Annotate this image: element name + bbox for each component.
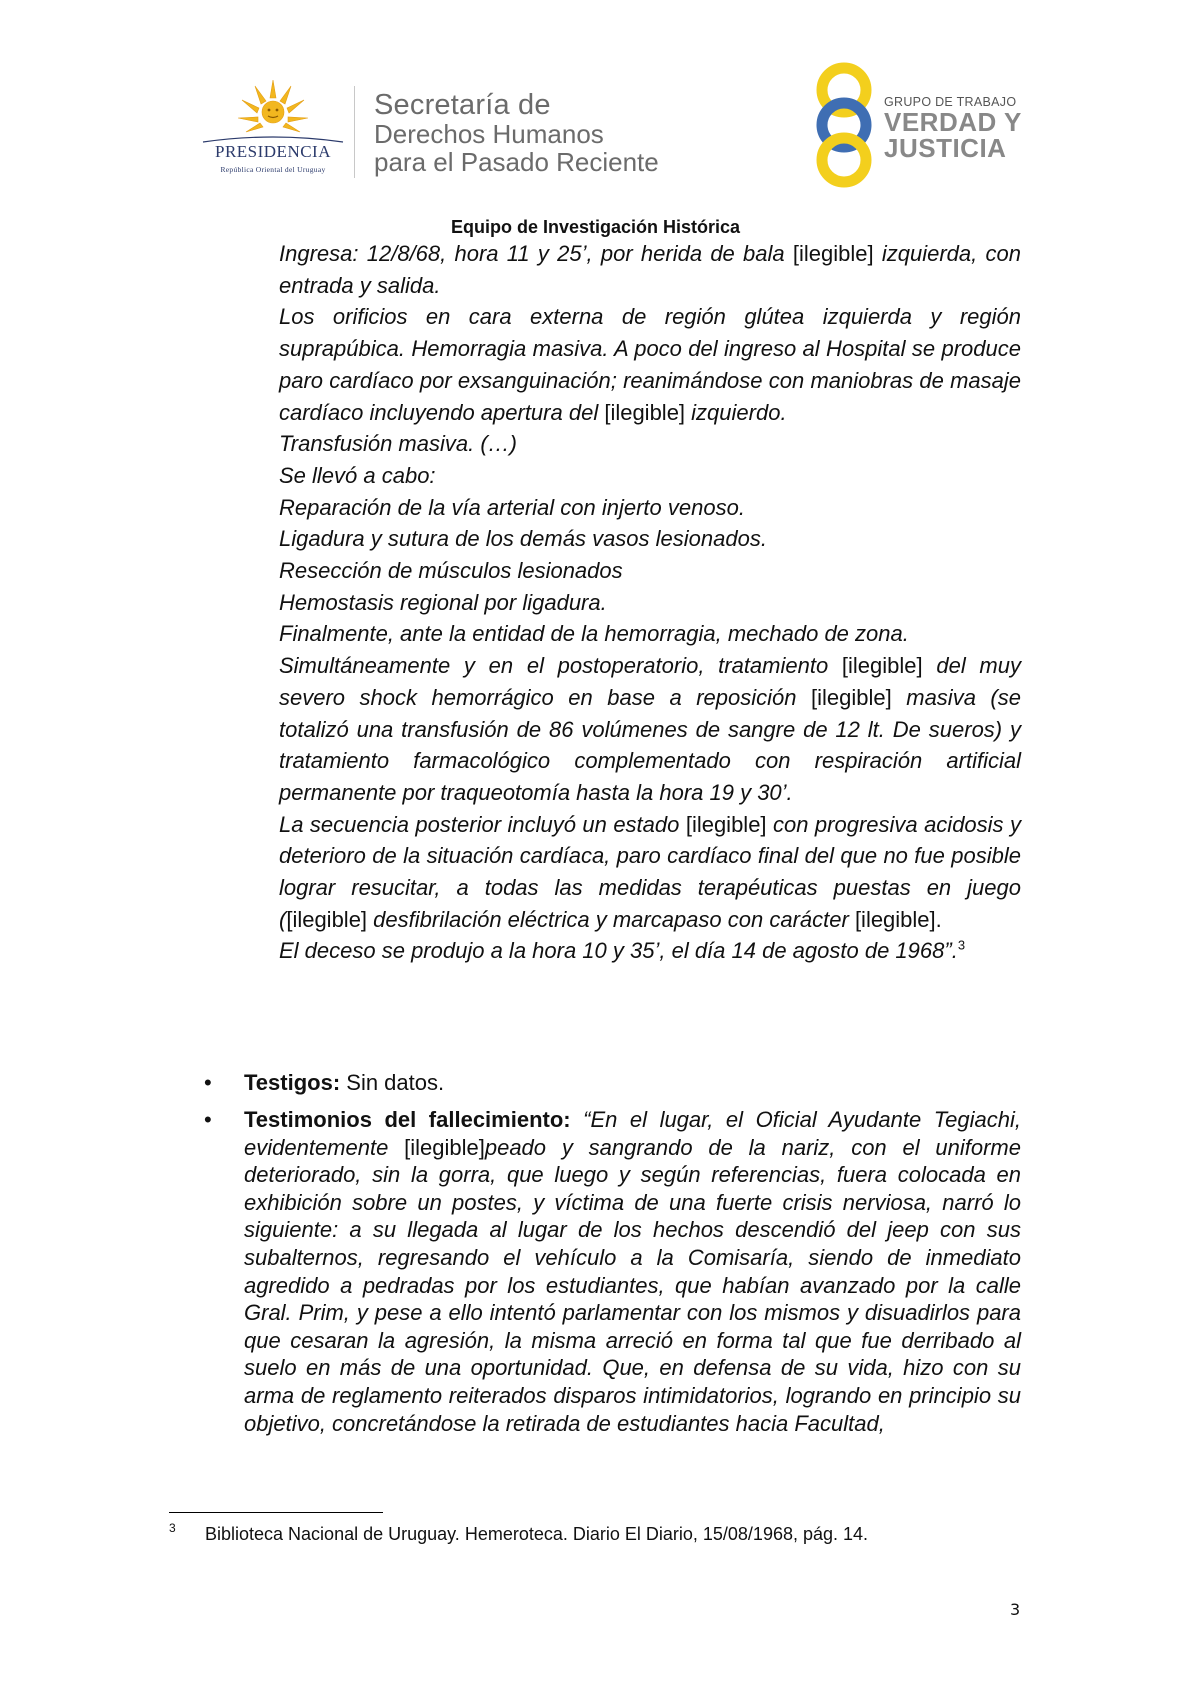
illegible-mark: [ilegible] bbox=[286, 906, 368, 932]
illegible-mark: [ilegible] bbox=[811, 684, 892, 710]
bullet-icon: • bbox=[204, 1107, 212, 1132]
quote-paragraph bbox=[279, 809, 1021, 936]
illegible-mark: [ilegible] bbox=[685, 811, 767, 837]
bullet-testigos bbox=[204, 1066, 1021, 1100]
bullet-testimonios bbox=[204, 1106, 1021, 1437]
testigos-value: Sin datos. bbox=[340, 1070, 445, 1095]
footnote-reference: 3 bbox=[957, 938, 966, 954]
quote-paragraph bbox=[279, 935, 1021, 967]
illegible-mark: [ilegible]. bbox=[854, 906, 942, 932]
quote-line: Finalmente, ante la entidad de la hemorragia, mechado de zona. bbox=[279, 621, 909, 647]
sun-icon bbox=[238, 78, 308, 138]
quote-line: Reparación de la vía arterial con injerto venoso. bbox=[279, 494, 745, 520]
quote-text: izquierdo. bbox=[685, 399, 787, 425]
presidencia-name: PRESIDENCIA bbox=[214, 142, 331, 161]
secretaria-line2: Derechos Humanos bbox=[374, 119, 604, 149]
testigos-label: Testigos: bbox=[244, 1070, 341, 1095]
quote-line: Resección de músculos lesionados bbox=[279, 558, 623, 584]
illegible-mark: [ilegible] bbox=[841, 653, 923, 679]
presidencia-logo bbox=[198, 78, 348, 178]
secretaria-logo-text bbox=[374, 90, 659, 176]
bullet-icon: • bbox=[204, 1070, 212, 1095]
page-header bbox=[0, 0, 1191, 237]
header-divider bbox=[354, 86, 355, 178]
quote-text: Simultáneamente y en el postoperatorio, tratamiento bbox=[279, 653, 842, 679]
medical-report-quote bbox=[279, 238, 1021, 967]
quote-text: masiva (se totalizó una transfusión de 86 volúmenes de sangre de 12 lt. De sueros) y tratamiento farmacológico complementado con respiración artificial permanente por traqueotomía hasta la hora 19 y 30’. bbox=[279, 684, 1021, 805]
verdad-justicia-text bbox=[884, 95, 1022, 161]
bullet-list bbox=[204, 1066, 1021, 1437]
illegible-mark: [ilegible] bbox=[604, 399, 686, 425]
secretaria-line1: Secretaría de bbox=[374, 89, 551, 121]
quote-text: Los orificios en cara externa de región glútea izquierda y región suprapúbica. Hemorragia masiva. A poco del ingreso al Hospital se produce paro cardíaco por exsanguinación; reanimándose con maniobras de masaje cardíaco incluyendo apertura del bbox=[279, 304, 1021, 425]
quote-text: izquierda, con entrada y salida. bbox=[279, 241, 1021, 298]
quote-line: Hemostasis regional por ligadura. bbox=[279, 589, 607, 615]
section-title: Equipo de Investigación Histórica bbox=[450, 217, 741, 237]
presidencia-subtitle: República Oriental del Uruguay bbox=[220, 165, 326, 174]
illegible-mark: [ilegible] bbox=[404, 1134, 485, 1160]
testimonios-text: “En el lugar, el Oficial Ayudante Tegiachi, evidentemente bbox=[244, 1107, 1021, 1160]
quote-paragraph bbox=[279, 238, 1021, 301]
page-number: 3 bbox=[1010, 1600, 1021, 1619]
quote-paragraph bbox=[279, 650, 1021, 809]
secretaria-line3: para el Pasado Reciente bbox=[374, 147, 659, 177]
quote-paragraph bbox=[279, 301, 1021, 428]
quote-line: Transfusión masiva. (…) bbox=[279, 431, 517, 457]
footnote-number: 3 bbox=[169, 1521, 176, 1535]
gtvj-line2: VERDAD Y bbox=[884, 107, 1022, 137]
illegible-mark: [ilegible] bbox=[792, 241, 874, 266]
quote-text: desfibrilación eléctrica y marcapaso con carácter bbox=[367, 906, 855, 932]
gtvj-line1: GRUPO DE TRABAJO bbox=[884, 95, 1017, 109]
quote-line: Ligadura y sutura de los demás vasos lesionados. bbox=[279, 526, 767, 552]
footnote-text: Biblioteca Nacional de Uruguay. Hemeroteca. Diario El Diario, 15/08/1968, pág. 14. bbox=[205, 1524, 869, 1544]
gtvj-line3: JUSTICIA bbox=[884, 133, 1007, 163]
quote-text: El deceso se produjo a la hora 10 y 35’, el día 14 de agosto de 1968”. bbox=[279, 938, 958, 964]
testimonios-text: peado y sangrando de la nariz, con el uniforme deteriorado, sin la gorra, que luego y según referencias, fuera colocada en exhibición sobre un postes, y víctima de una fuerte crisis nerviosa, narró lo siguiente: a su llegada al lugar de los hechos descendió del jeep con sus subalternos, regresando el vehículo a la Comisaría, siendo de inmediato agredido a pedradas por los estudiantes, que habían avanzado por la calle Gral. Prim, y pese a ello intentó parlamentar con los mismos y disuadirlos para que cesaran la agresión, la misma arreció en forma tal que fue derribado al suelo en más de una oportunidad. Que, en defensa de su vida, hizo con su arma de reglamento reiterados disparos intimidatorios, logrando en principio su objetivo, concretándose la retirada de estudiantes hacia Facultad, bbox=[244, 1134, 1021, 1436]
quote-text: Ingresa: 12/8/68, hora 11 y 25’, por herida de bala bbox=[279, 241, 793, 266]
footnote-separator bbox=[169, 1512, 383, 1513]
testimonios-label: Testimonios del fallecimiento: bbox=[244, 1107, 571, 1132]
quote-text: La secuencia posterior incluyó un estado bbox=[279, 811, 686, 837]
quote-text: del muy severo shock hemorrágico en base a reposición bbox=[279, 653, 1021, 710]
quote-text: con progresiva acidosis y deterioro de la situación cardíaca, paro cardíaco final del que no fue posible lograr resucitar, a todas las medidas terapéuticas puestas en juego ( bbox=[279, 811, 1022, 932]
quote-line: Se llevó a cabo: bbox=[279, 462, 436, 488]
